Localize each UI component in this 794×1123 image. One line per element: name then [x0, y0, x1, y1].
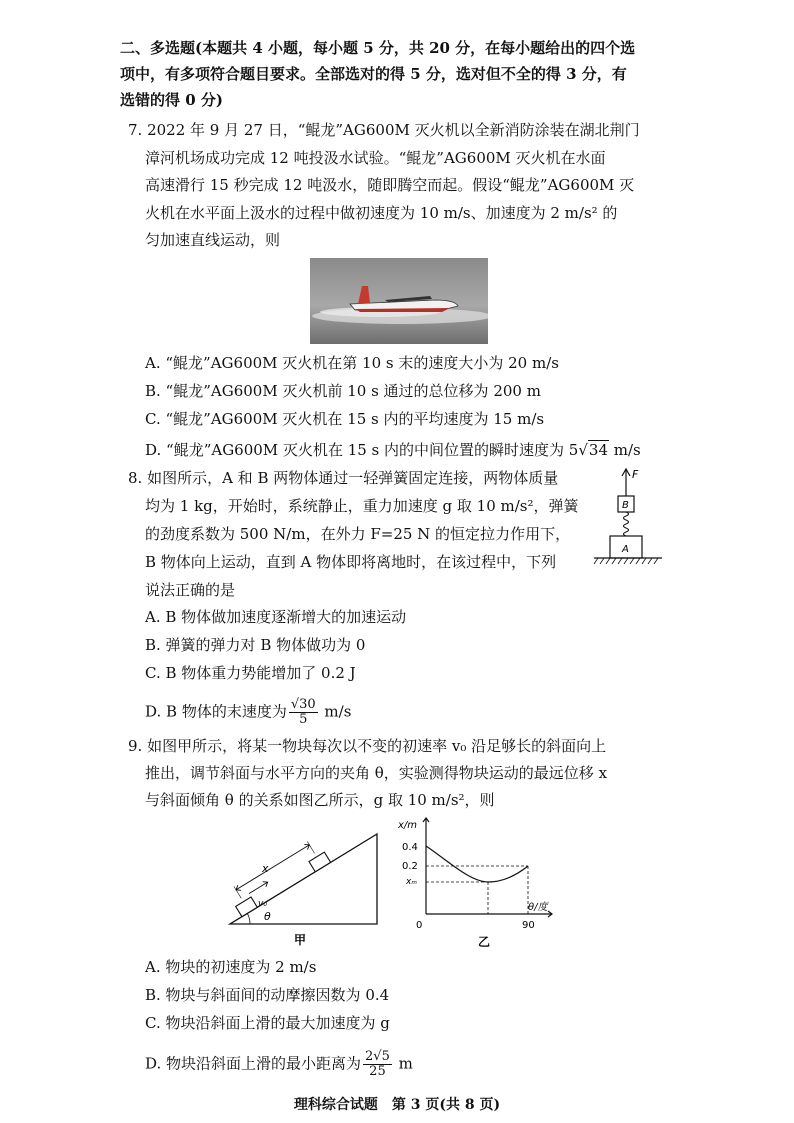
tick-0-2: 0.2 [402, 861, 418, 872]
section-header-line1: 二、多选题(本题共 4 小题，每小题 5 分，共 20 分，在每小题给出的四个选 [120, 39, 636, 57]
q9-option-b: B. 物块与斜面间的动摩擦因数为 0.4 [145, 986, 390, 1004]
q9-option-d [145, 1050, 413, 1079]
figure-yi-caption: 乙 [478, 935, 491, 949]
q8-option-b: B. 弹簧的弹力对 B 物体做功为 0 [145, 636, 366, 654]
sqrt-sign: √ [578, 441, 588, 459]
block-start [236, 897, 258, 917]
q8-option-a: A. B 物体做加速度逐渐增大的加速运动 [145, 608, 407, 626]
q7-option-d-radicand: 34 [588, 441, 608, 459]
q8-stem-line5: 说法正确的是 [145, 581, 236, 599]
spring-blocks-figure [592, 466, 664, 568]
y-axis-label: x/m [398, 820, 418, 831]
block-b-label: B [622, 500, 629, 511]
q9-stem-line3: 与斜面倾角 θ 的关系如图乙所示，g 取 10 m/s²，则 [145, 791, 495, 809]
q8-option-d-denominator: 5 [299, 712, 308, 727]
force-label: F [632, 468, 639, 481]
x-theta-curve [426, 846, 528, 882]
theta-label: θ [264, 910, 271, 923]
q8-option-d-prefix: D. B 物体的末速度为 [145, 702, 287, 721]
seaplane-photo [310, 258, 488, 344]
q8-stem-line3: 的劲度系数为 500 N/m，在外力 F=25 N 的恒定拉力作用下， [145, 525, 571, 543]
page-footer: 理科综合试题 第 3 页(共 8 页) [293, 1097, 501, 1113]
q8-option-d-unit: m/s [319, 702, 352, 721]
incline-figure [222, 820, 387, 950]
q7-stem-line2: 漳河机场成功完成 12 吨投汲水试验。“鲲龙”AG600M 灭火机在水面 [145, 149, 606, 167]
q7-option-d-unit: m/s [609, 441, 641, 459]
tick-origin: 0 [416, 920, 423, 931]
q9-option-d-prefix: D. 物块沿斜面上滑的最小距离为 [145, 1054, 362, 1073]
tick-xmin: xₘ [406, 877, 417, 887]
v0-label: v₀ [258, 899, 267, 909]
q8-stem-line2: 均为 1 kg，开始时，系统静止，重力加速度 g 取 10 m/s²，弹簧 [145, 497, 579, 515]
q8-option-d [145, 698, 351, 727]
x-axis-label: θ/度 [528, 902, 548, 913]
q7-option-d-prefix: D. “鲲龙”AG600M 灭火机在 15 s 内的中间位置的瞬时速度为 5 [145, 441, 579, 459]
q8-option-c: C. B 物体重力势能增加了 0.2 J [145, 664, 356, 682]
tick-0-4: 0.4 [402, 842, 418, 853]
q8-stem-line1: 8. 如图所示，A 和 B 两物体通过一轻弹簧固定连接，两物体质量 [128, 469, 559, 487]
q7-stem-line3: 高速滑行 15 秒完成 12 吨汲水，随即腾空而起。假设“鲲龙”AG600M 灭 [145, 176, 635, 194]
q7-stem-line5: 匀加速直线运动，则 [145, 231, 281, 249]
section-header-line2: 项中，有多项符合题目要求。全部选对的得 5 分，选对但不全的得 3 分，有 [120, 65, 627, 83]
figure-jia-caption: 甲 [294, 933, 307, 947]
q7-option-d [145, 440, 641, 460]
q9-stem-line2: 推出，调节斜面与水平方向的夹角 θ，实验测得物块运动的最远位移 x [145, 764, 608, 782]
ground-hatching [594, 558, 658, 564]
q9-option-d-fraction [363, 1050, 392, 1079]
q9-option-d-unit: m [393, 1054, 413, 1073]
section-header-line3: 选错的得 0 分) [120, 91, 223, 109]
block-end [309, 852, 331, 872]
q8-stem-line4: B 物体向上运动，直到 A 物体即将离地时，在该过程中，下列 [145, 553, 557, 571]
q9-option-d-numerator: 2√5 [365, 1049, 390, 1064]
q7-stem-line4: 火机在水平面上汲水的过程中做初速度为 10 m/s、加速度为 2 m/s² 的 [145, 204, 618, 222]
spring [624, 512, 629, 536]
q9-option-d-denominator: 25 [369, 1064, 386, 1079]
q7-option-b: B. “鲲龙”AG600M 灭火机前 10 s 通过的总位移为 200 m [145, 382, 541, 400]
q8-option-d-fraction [289, 698, 318, 727]
q7-option-c: C. “鲲龙”AG600M 灭火机在 15 s 内的平均速度为 15 m/s [145, 410, 545, 428]
tick-90: 90 [522, 920, 535, 931]
displacement-label: x [262, 862, 269, 875]
q9-option-a: A. 物块的初速度为 2 m/s [145, 958, 317, 976]
block-a-label: A [622, 544, 629, 555]
q7-option-a: A. “鲲龙”AG600M 灭火机在第 10 s 末的速度大小为 20 m/s [145, 354, 559, 372]
x-theta-graph [392, 812, 562, 950]
q7-stem-line1: 7. 2022 年 9 月 27 日，“鲲龙”AG600M 灭火机以全新消防涂装在湖北荆门 [128, 121, 640, 139]
q9-stem-line1: 9. 如图甲所示，将某一物块每次以不变的初速率 v₀ 沿足够长的斜面向上 [128, 737, 607, 755]
q9-option-c: C. 物块沿斜面上滑的最大加速度为 g [145, 1014, 390, 1032]
q8-option-d-numerator: √30 [290, 697, 316, 712]
